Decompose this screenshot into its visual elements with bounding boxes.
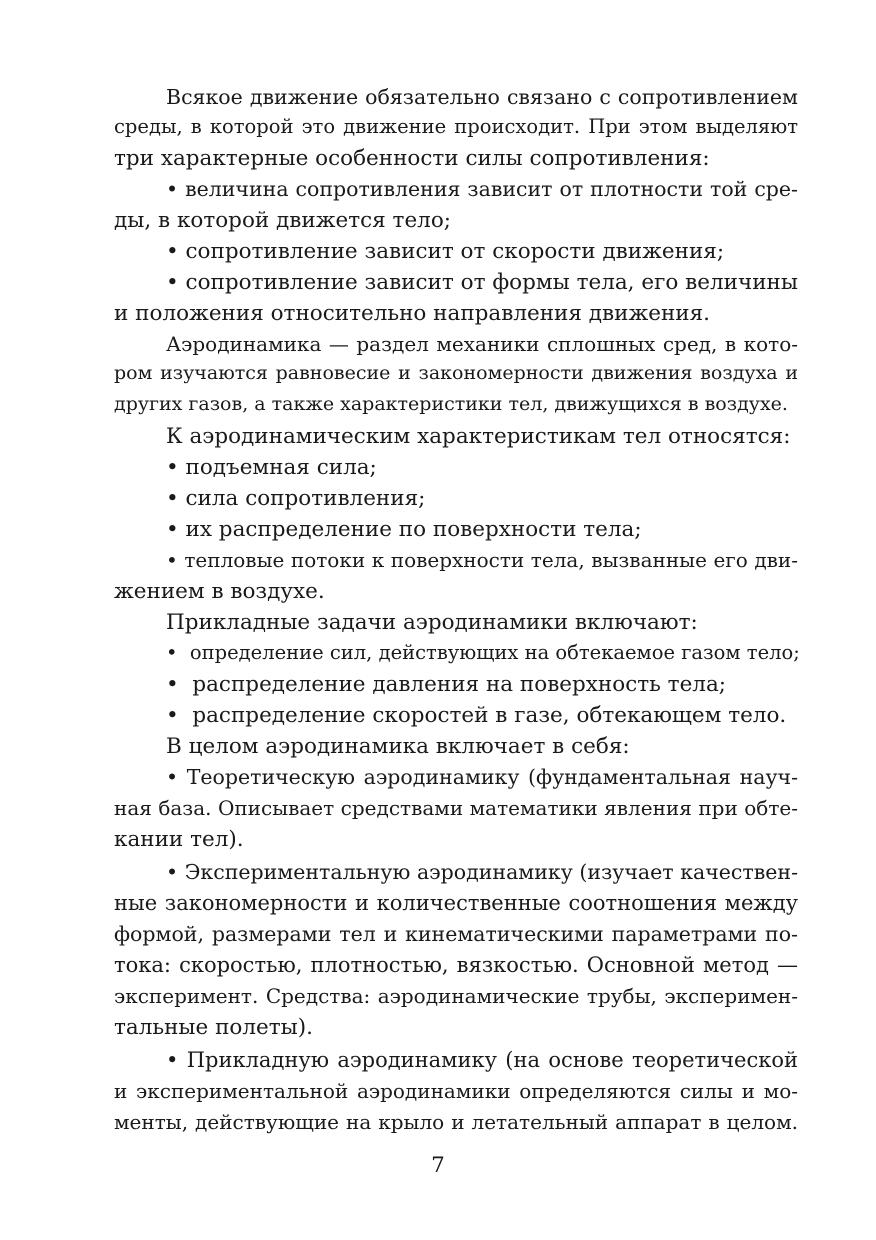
- text-line: эксперимент. Средства: аэродинамические трубы, эксперимен-: [114, 984, 798, 1008]
- text-line: ром изучаются равновесие и закономерности движения воздуха и: [114, 362, 798, 384]
- text-line: ные закономерности и количественные соотношения между: [114, 891, 798, 915]
- text-line: среды, в которой это движение происходит. При этом выделяют: [114, 115, 798, 138]
- text-line: ная база. Описывает средствами математики явления при обте-: [114, 796, 798, 820]
- bullet-line: • их распределение по поверхности тела;: [166, 517, 642, 542]
- bullet-line: • сопротивление зависит от скорости движения;: [166, 239, 725, 264]
- text-line: Аэродинамика — раздел механики сплошных сред, в кото-: [166, 332, 798, 356]
- bullet-line: • определение сил, действующих на обтекаемое газом тело;: [166, 641, 800, 664]
- text-line: ды, в которой движется тело;: [114, 208, 452, 233]
- text-line: тока: скоростью, плотностью, вязкостью. Основной метод —: [114, 953, 798, 977]
- text-line: три характерные особенности силы сопротивления:: [114, 146, 710, 171]
- page-number: 7: [431, 1153, 445, 1178]
- text-line: других газов, а также характеристики тел, движущихся в воздухе.: [114, 393, 788, 415]
- bullet-line: • распределение давления на поверхность тела;: [166, 672, 727, 697]
- bullet-line: • распределение скоростей в газе, обтекающем тело.: [166, 703, 787, 728]
- text-line: К аэродинамическим характеристикам тел относятся:: [166, 424, 791, 449]
- bullet-line: • подъемная сила;: [166, 455, 377, 480]
- bullet-line: • величина сопротивления зависит от плотности той сре-: [166, 177, 798, 201]
- bullet-line: • Теоретическую аэродинамику (фундаментальная науч-: [166, 765, 798, 789]
- text-line: кании тел).: [114, 827, 244, 852]
- text-line: формой, размерами тел и кинематическими параметрами по-: [114, 922, 798, 946]
- bullet-line: • сопротивление зависит от формы тела, его величины: [166, 270, 798, 295]
- bullet-line: • Экспериментальную аэродинамику (изучает качествен-: [166, 860, 798, 884]
- text-line: и положения относительно направления движения.: [114, 301, 711, 326]
- text-line: Прикладные задачи аэродинамики включают:: [166, 610, 698, 635]
- bullet-line: • Прикладную аэродинамику (на основе теоретической: [166, 1048, 798, 1072]
- text-line: Всякое движение обязательно связано с сопротивлением: [166, 85, 798, 109]
- text-line: жением в воздухе.: [114, 579, 325, 604]
- text-line: и экспериментальной аэродинамики определяются силы и мо-: [114, 1079, 798, 1103]
- text-line: В целом аэродинамика включает в себя:: [166, 734, 630, 759]
- bullet-line: • сила сопротивления;: [166, 486, 426, 511]
- text-line: менты, действующие на крыло и летательный аппарат в целом.: [114, 1110, 798, 1134]
- text-line: тальные полеты).: [114, 1015, 313, 1040]
- bullet-line: • тепловые потоки к поверхности тела, вызванные его дви-: [166, 548, 798, 572]
